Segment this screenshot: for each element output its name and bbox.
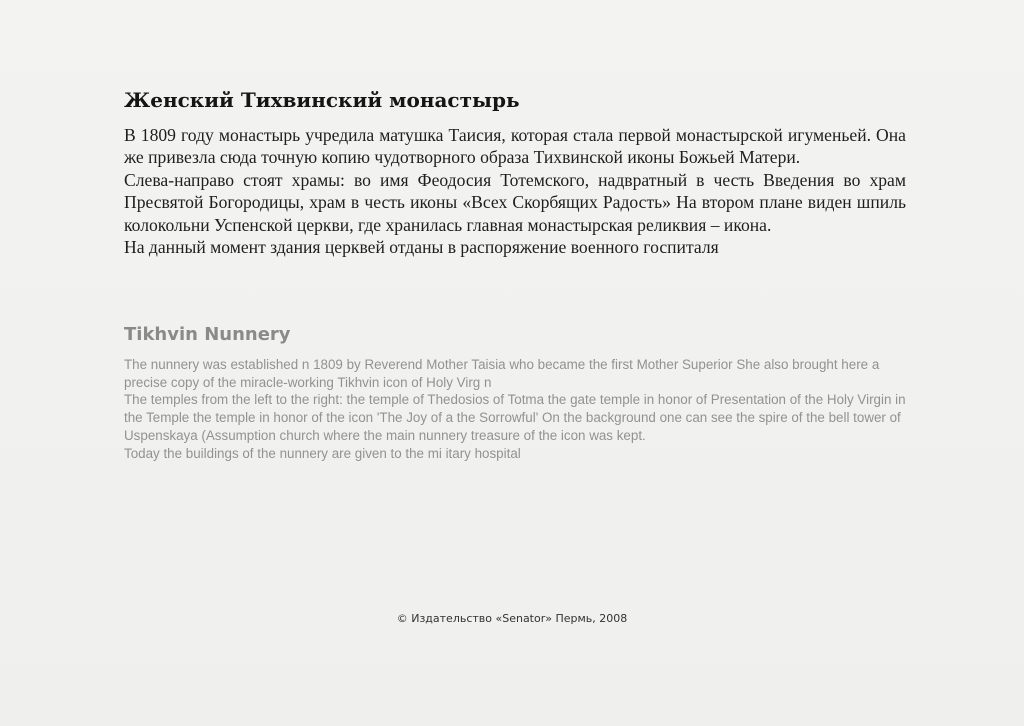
russian-paragraph: На данный момент здания церквей отданы в распоряжение военного госпиталя <box>124 237 719 258</box>
russian-paragraph: В 1809 году монастырь учредила матушка Таисия, которая стала первой монастырской игуменьей. Она же привезла сюда точную копию чудотворного образа Тихвинской иконы Божьей Матери. <box>124 125 906 168</box>
english-paragraph: The nunnery was established n 1809 by Reverend Mother Taisia who became the first Mother Superior She also brought here a precise copy of the miracle-working Tikhvin icon of Holy Virg n <box>124 357 880 390</box>
english-title: Tikhvin Nunnery <box>124 324 291 345</box>
english-paragraph: The temples from the left to the right: the temple of Thedosios of Totma the gate temple in honor of Presentation of the Holy Virgin in the Temple the temple in honor of the icon 'The Joy of a the Sorrowful' On the background one can see the spire of the bell tower of Uspenskaya (Assumption church where the main nunnery treasure of the icon was kept. <box>124 392 906 443</box>
english-paragraph: Today the buildings of the nunnery are given to the mi itary hospital <box>124 445 521 461</box>
english-section <box>124 322 906 462</box>
copyright-footer: © Издательство «Senator» Пермь, 2008 <box>396 612 628 625</box>
russian-paragraph: Слева-направо стоят храмы: во имя Феодосия Тотемского, надвратный в честь Введения во храм Пресвятой Богородицы, храм в честь иконы «Всех Скорбящих Радость» На втором плане виден шпиль колокольни Успенской церкви, где хранилась главная монастырская реликвия – икона. <box>124 169 906 235</box>
russian-section <box>124 86 906 258</box>
russian-title: Женский Тихвинский монастырь <box>124 88 520 112</box>
